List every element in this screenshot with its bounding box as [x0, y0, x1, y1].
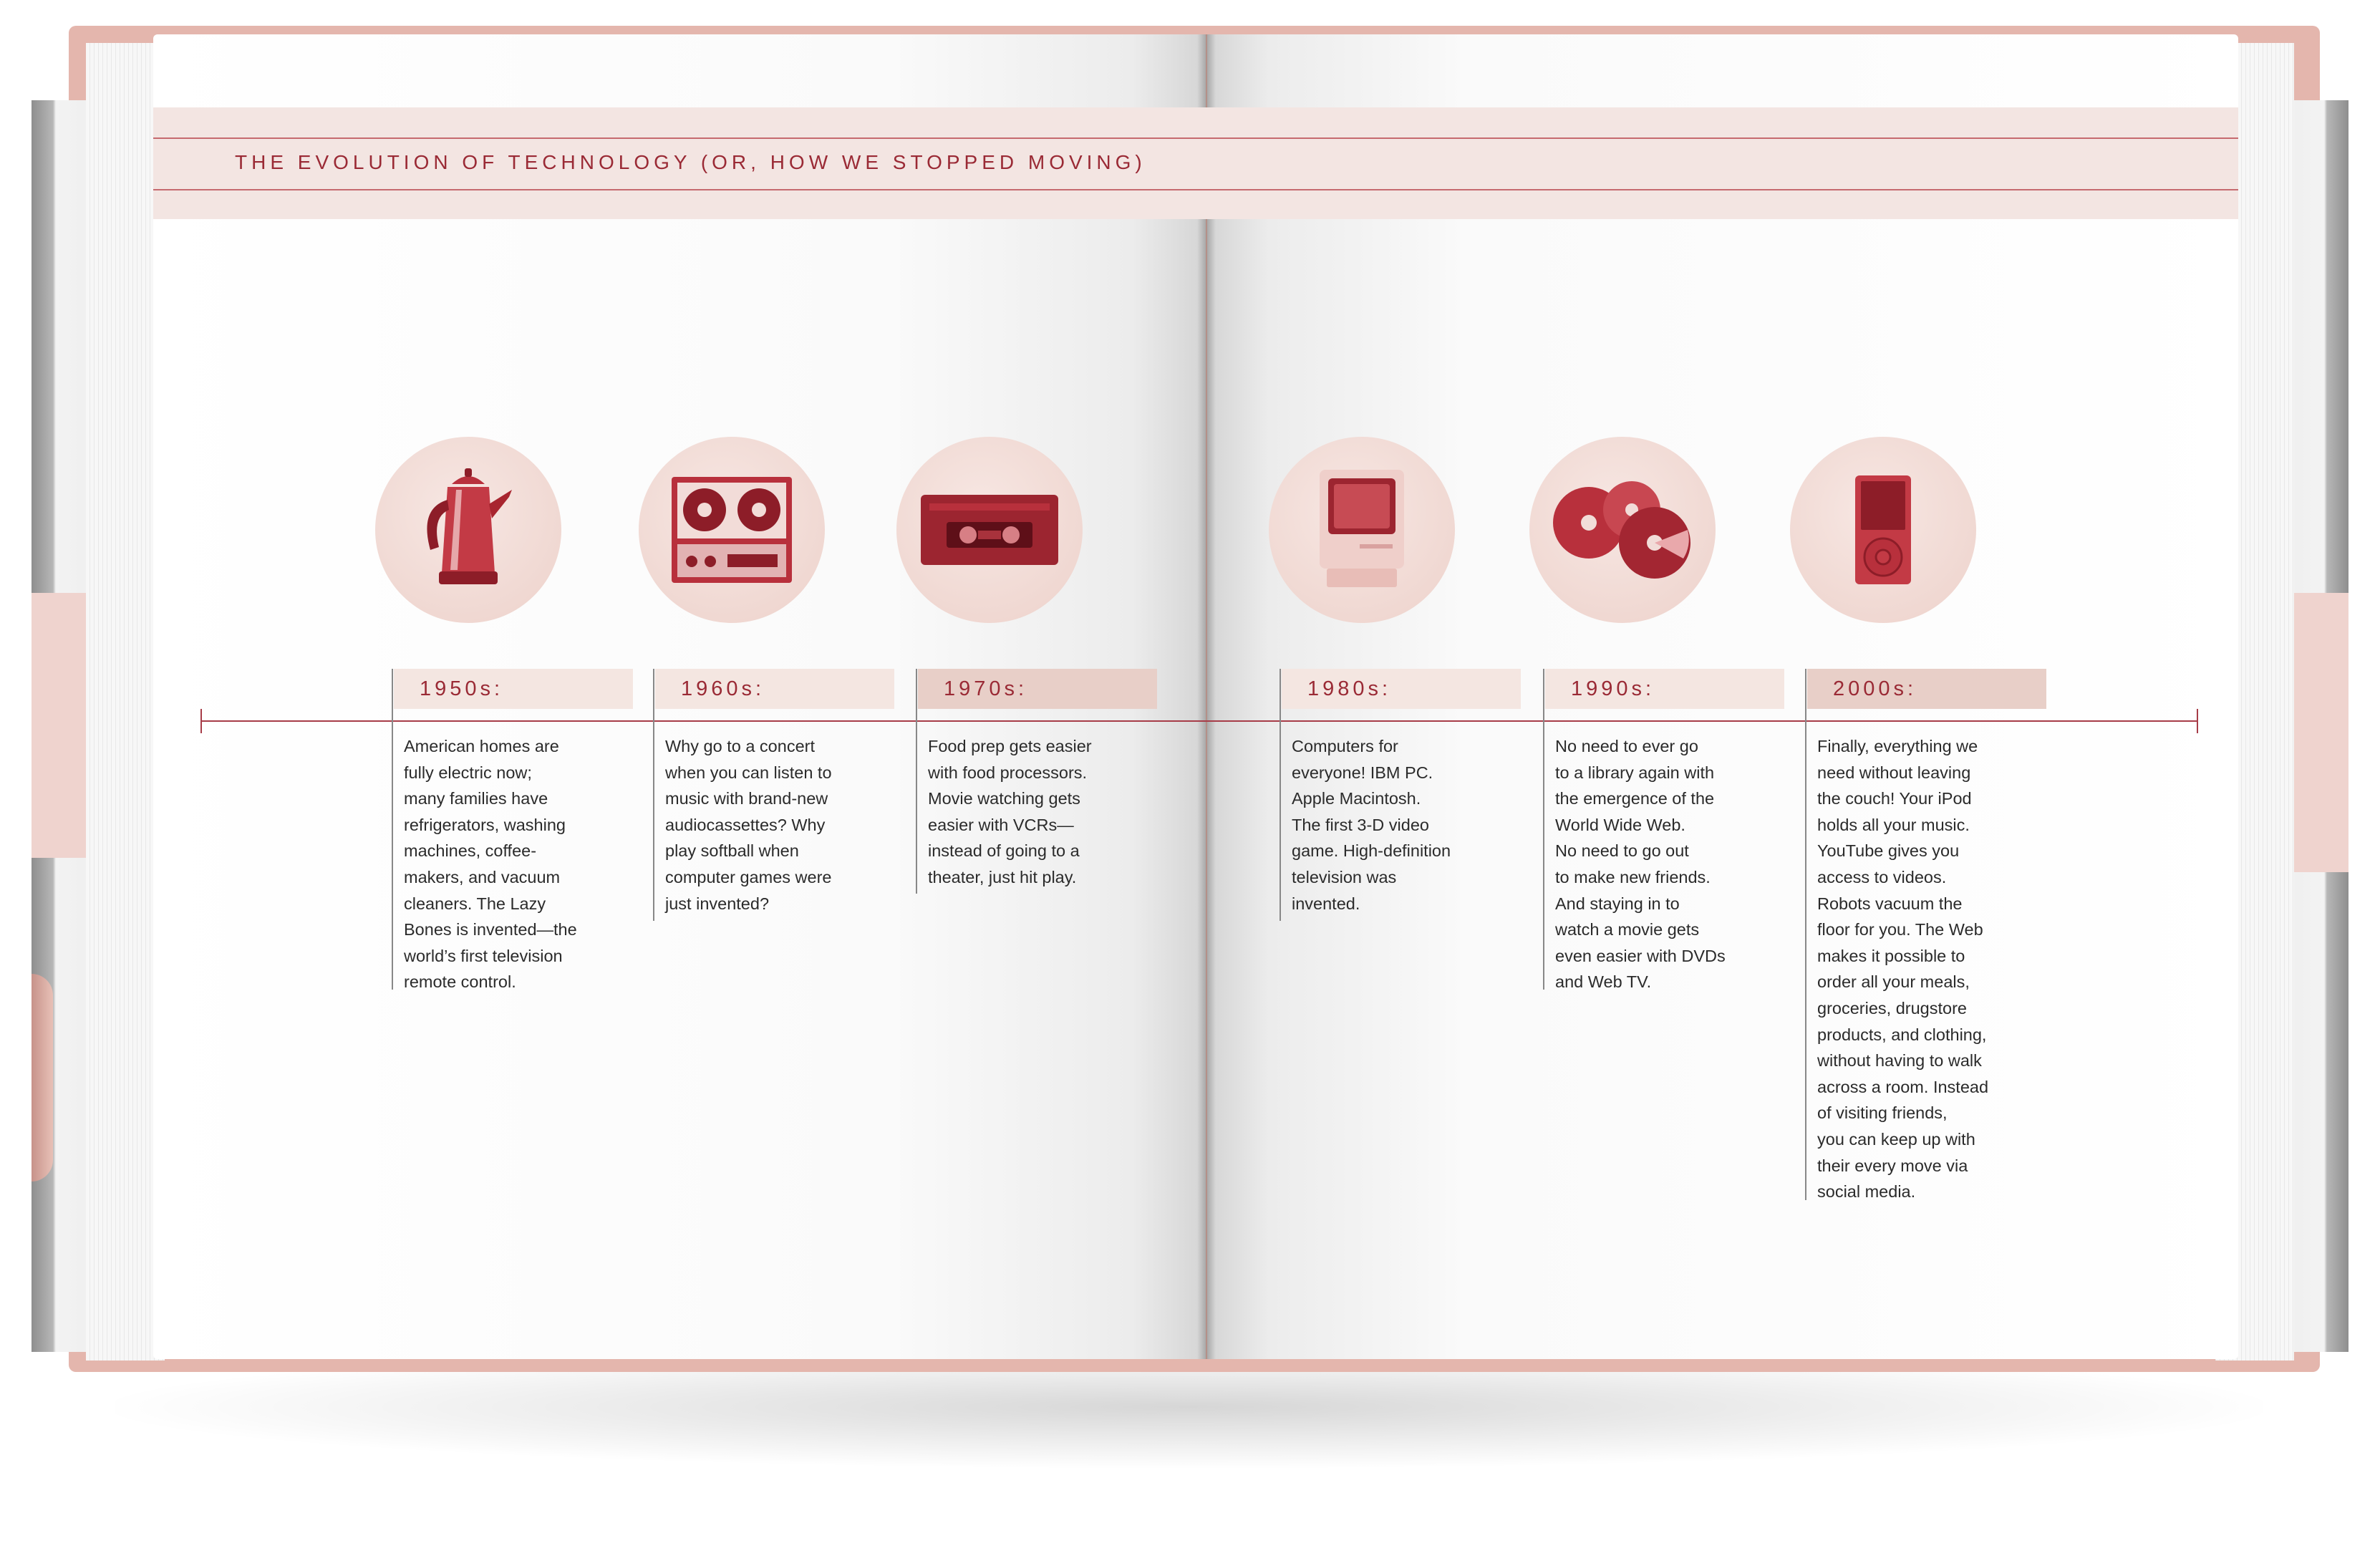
column-rule-2000s: [1805, 669, 1806, 1200]
coffee-percolator-icon: [375, 437, 561, 623]
decade-text-1990s: No need to ever go to a library again with the emergence of the World Wide Web. No need to go out to make new friends. And staying in to watch a movie gets even easier with DVDs and Web TV.: [1555, 737, 1726, 992]
column-rule-1990s: [1543, 669, 1544, 990]
left-edge-photo-fragment: [32, 974, 53, 1181]
decade-label-2000s: 2000s:: [1807, 669, 2046, 709]
ipod-icon: [1790, 437, 1976, 623]
decade-label-1970s: 1970s:: [918, 669, 1157, 709]
column-rule-1980s: [1280, 669, 1281, 921]
macintosh-computer-icon: [1269, 437, 1455, 623]
decade-label-1960s: 1960s:: [655, 669, 894, 709]
column-rule-1960s: [653, 669, 654, 921]
decade-label-1980s: 1980s:: [1282, 669, 1521, 709]
timeline-axis: [200, 720, 2198, 722]
decade-text-1980s: Computers for everyone! IBM PC. Apple Macintosh. The first 3-D video game. High-definition television was invented.: [1292, 737, 1451, 913]
compact-discs-icon: [1529, 437, 1716, 623]
timeline-start-tick: [200, 709, 202, 733]
column-rule-1970s: [916, 669, 917, 894]
decade-text-1970s: Food prep gets easier with food processors. Movie watching gets easier with VCRs— instead of going to a theater, just hit play.: [928, 737, 1092, 886]
decade-text-2000s: Finally, everything we need without leaving the couch! Your iPod holds all your music. YouTube gives you access to videos. Robots vacuum the floor for you. The Web makes it possible to order all your meals, groceries, drugstore products, and clothing, without having to walk across a room. Instead of visiting friends, you can keep up with their every move via social media.: [1817, 737, 1989, 1202]
vhs-cassette-icon: [896, 437, 1083, 623]
header-rule-top: [153, 137, 2238, 139]
reel-to-reel-tape-recorder-icon: [639, 437, 825, 623]
decade-text-1960s: Why go to a concert when you can listen to music with brand-new audiocassettes? Why play softball when computer games were just invented?: [665, 737, 832, 913]
decade-text-1950s: American homes are fully electric now; many families have refrigerators, washing machines, coffee- makers, and vacuum cleaners. The Lazy Bones is invented—the world’s first television remote control.: [404, 737, 577, 992]
header-rule-bottom: [153, 189, 2238, 190]
book-gutter: [1197, 34, 1216, 1359]
decade-label-1990s: 1990s:: [1545, 669, 1784, 709]
column-rule-1950s: [392, 669, 393, 990]
decade-label-1950s: 1950s:: [394, 669, 633, 709]
page-title: THE EVOLUTION OF TECHNOLOGY (OR, HOW WE STOPPED MOVING): [235, 151, 1146, 173]
timeline-end-tick: [2197, 709, 2198, 733]
